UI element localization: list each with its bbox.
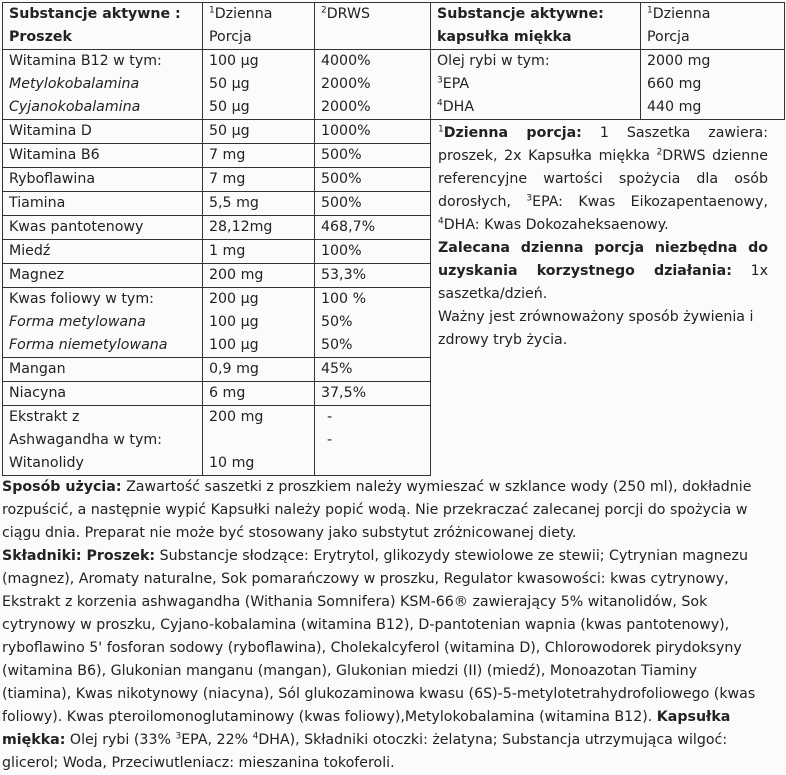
dose-cell: 0,9 mg [203, 358, 315, 382]
table-row [3, 192, 431, 216]
ingredients-line-4: cytrynowy w proszku, Cyjano-kobalamina (witamina B12), D-pantotenian wapnia (kwas pantotenowy), [2, 617, 730, 633]
ingredients-section: Składniki: Proszek: Substancje słodzące: Erytrytol, glikozydy stewiolowe ze stewii; Cytrynian magnezu [2, 548, 748, 564]
soft-table-header [431, 3, 785, 50]
dose-cell: 200 µg 100 µg 100 µg [203, 288, 315, 358]
table-row [3, 406, 431, 476]
substance-cell: Witamina D [3, 120, 203, 144]
header-daily-portion: $^1$Dzienna Porcja [203, 3, 315, 50]
dose-cell: 7 mg [203, 168, 315, 192]
table-row [3, 50, 431, 120]
drws-cell: - - [315, 406, 431, 476]
header-softgel-substances: Substancje aktywne: kapsułka miękka [431, 3, 641, 50]
drws-cell: 100% [315, 240, 431, 264]
drws-cell: 500% [315, 144, 431, 168]
drws-cell: 100 % 50% 50% [315, 288, 431, 358]
substance-cell: Mangan [3, 358, 203, 382]
ingredients-line-10: glicerol; Woda, Przeciwutleniacz: mieszanina tokoferoli. [2, 755, 395, 771]
daily-portion-note: $^1$Dzienna porcja: 1 Saszetka zawiera: proszek, 2x Kapsułka miękka $^2$DRWS dzienne referencyjne wartości spożycia dla osób dorosłych, $^3$EPA: Kwas Eikozapentaenowy, $^4$DHA: Kwas Dokozaheksaenowy. [438, 124, 769, 233]
table-row [3, 264, 431, 288]
table-row [431, 50, 785, 120]
dose-cell: 28,12mg [203, 216, 315, 240]
substance-cell: Witamina B12 w tym: Metylokobalamina Cyjanokobalamina [3, 50, 203, 120]
ingredients-line-7: (tiamina), Kwas nikotynowy (niacyna), Sól glukozaminowa kwasu (6S)-5-metylotetrahydrofoliowego (kwas [2, 686, 756, 702]
usage-line-2: rozpuścić, a następnie wypić Kapsułki należy popić wodą. Nie przekraczać zalecanej porcji do spożycia w [2, 502, 748, 518]
usage-section: Sposób użycia: Zawartość saszetki z proszkiem należy wymieszać w szklance wody (250 ml), dokładnie [2, 479, 752, 495]
substance-cell: Kwas pantotenowy [3, 216, 203, 240]
substance-cell: Ekstrakt z Ashwagandha w tym: Witanolidy [3, 406, 203, 476]
drws-cell: 500% [315, 168, 431, 192]
dose-cell: 200 mg 10 mg [203, 406, 315, 476]
dose-cell: 200 mg [203, 264, 315, 288]
drws-cell: 4000% 2000% 2000% [315, 50, 431, 120]
recommended-portion-note: Zalecana dzienna porcja niezbędna do uzyskania korzystnego działania: 1x saszetka/dzień. [438, 240, 768, 302]
substance-cell: Miedź [3, 240, 203, 264]
table-row [3, 216, 431, 240]
dose-cell: 5,5 mg [203, 192, 315, 216]
drws-cell: 468,7% [315, 216, 431, 240]
table-row [3, 120, 431, 144]
ingredients-line-2: (magnez), Aromaty naturalne, Sok pomarańczowy w proszku, Regulator kwasowości: kwas cytrynowy, [2, 571, 729, 587]
substance-cell: Kwas foliowy w tym: Forma metylowana Forma niemetylowana [3, 288, 203, 358]
ingredients-line-6: (witamina B6), Glukonian manganu (mangan), Glukonian miedzi (II) (miedź), Monoazotan Tiaminy [2, 663, 698, 679]
table-row [3, 358, 431, 382]
ingredients-line-5: ryboflawino 5' fosforan sodowy (ryboflawina), Cholekalcyferol (witamina D), Chlorowodorek pirydoksyny [2, 640, 742, 656]
ingredients-line-9: miękka: Olej rybi (33% $^3$EPA, 22% $^4$DHA), Składniki otoczki: żelatyna; Substancja utrzymująca wilgoć: [2, 731, 728, 748]
dose-cell: 1 mg [203, 240, 315, 264]
dose-cell: 100 µg 50 µg 50 µg [203, 50, 315, 120]
usage-and-ingredients [2, 476, 784, 775]
dose-cell: 2000 mg 660 mg 440 mg [641, 50, 785, 120]
substance-cell: Magnez [3, 264, 203, 288]
dose-cell: 50 µg [203, 120, 315, 144]
header-softgel-portion: $^1$Dzienna Porcja [641, 3, 785, 50]
ingredients-line-3: Ekstrakt z korzenia ashwagandha (Withania Somnifera) KSM-66® zawierający 5% witanolidów, Sok [2, 594, 708, 610]
usage-line-3: ciągu dnia. Preparat nie może być stosowany jako substytut zróżnicowanej diety. [2, 525, 577, 541]
table-row [3, 240, 431, 264]
table-row [3, 144, 431, 168]
substance-cell: Tiamina [3, 192, 203, 216]
dose-cell: 7 mg [203, 144, 315, 168]
drws-cell: 37,5% [315, 382, 431, 406]
footnotes-panel [438, 122, 768, 352]
table-row [3, 168, 431, 192]
dose-cell: 6 mg [203, 382, 315, 406]
active-substances-softgel-table [430, 2, 785, 120]
drws-cell: 45% [315, 358, 431, 382]
drws-cell: 1000% [315, 120, 431, 144]
drws-cell: 500% [315, 192, 431, 216]
substance-cell: Niacyna [3, 382, 203, 406]
table-row [3, 382, 431, 406]
substance-cell: Witamina B6 [3, 144, 203, 168]
header-substances: Substancje aktywne : Proszek [3, 3, 203, 50]
active-substances-powder-table [2, 2, 431, 476]
main-table-header [3, 3, 431, 50]
substance-cell: Olej rybi w tym: $^3$EPA $^4$DHA [431, 50, 641, 120]
diet-note: Ważny jest zrównoważony sposób żywienia i zdrowy tryb życia. [438, 309, 754, 348]
ingredients-line-8: foliowy). Kwas pteroilomonoglutaminowy (kwas foliowy),Metylokobalamina (witamina B12). Kapsułka [2, 709, 731, 725]
drws-cell: 53,3% [315, 264, 431, 288]
table-row [3, 288, 431, 358]
header-drws: $^2$DRWS [315, 3, 431, 50]
substance-cell: Ryboflawina [3, 168, 203, 192]
